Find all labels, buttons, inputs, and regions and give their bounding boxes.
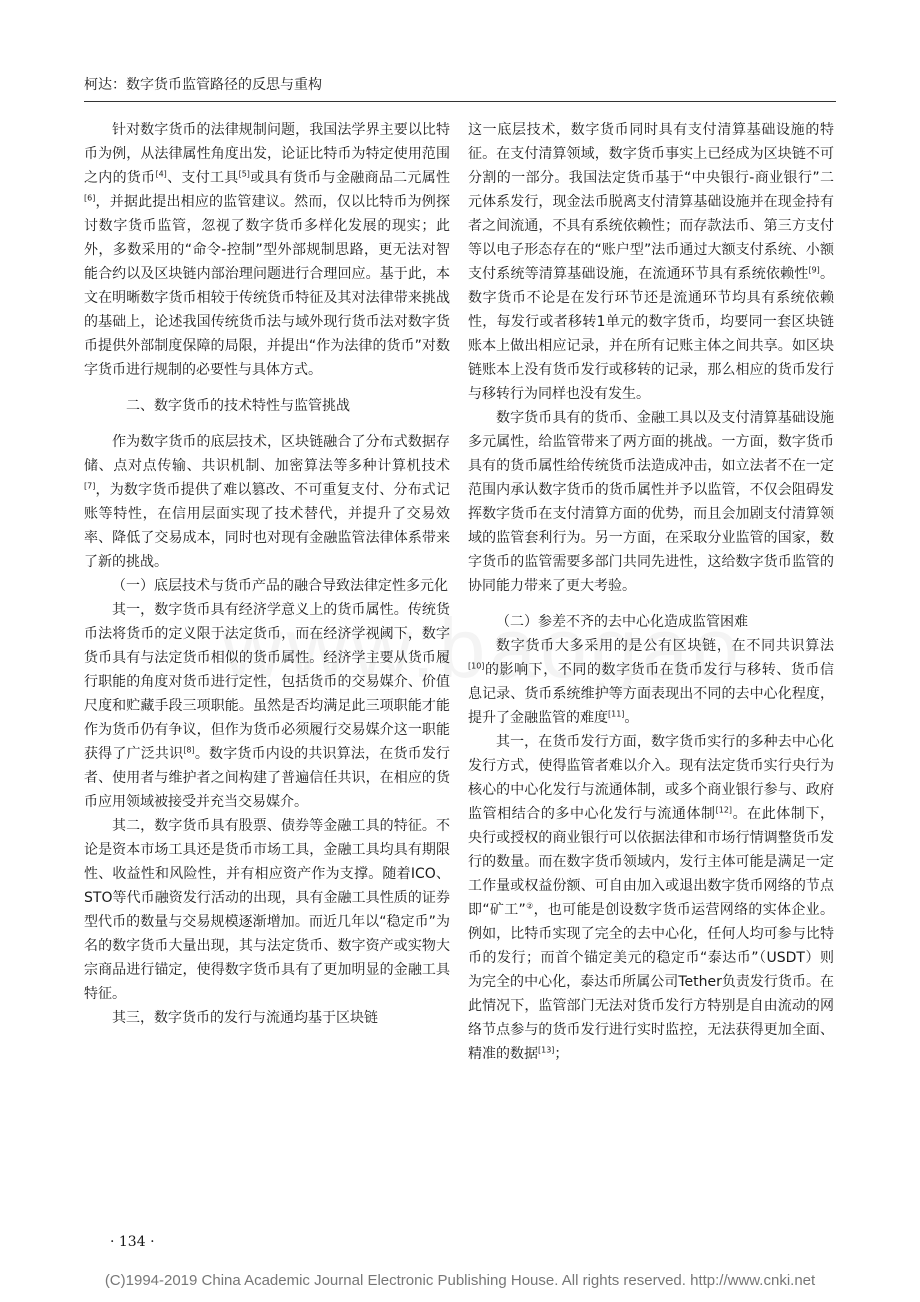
footnote-marker[interactable]: ② [525,901,534,911]
citation-ref[interactable]: [10] [468,661,485,671]
page-number: · 134 · [110,1234,155,1250]
running-header: 柯达：数字货币监管路径的反思与重构 [84,77,322,93]
header-rule [84,101,836,102]
paragraph: 数字货币具有的货币、金融工具以及支付清算基础设施多元属性，给监管带来了两方面的挑战。一方面，数字货币具有的货币属性给传统货币法造成冲击，如立法者不在一定范围内承认数字货币的货币属性并予以监管，不仅会阻碍发挥数字货币在支付清算方面的优势，而且会加剧支付清算领域的监管套利行为。另一方面，在采取分业监管的国家，数字货币的监管需要多部门共同先进性，这给数字货币监管的协同能力带来了更大考验。 [468,410,834,594]
paragraph: 其三，数字货币的发行与流通均基于区块链 [112,1010,378,1026]
citation-ref[interactable]: [7] [84,481,96,491]
paragraph: 针对数字货币的法律规制问题，我国法学界主要以比特币为例，从法律属性角度出发，论证比特币为特定使用范围之内的货币[4]、支付工具[5]或具有货币与金融商品二元属性[6]，并据此提出相应的监管建议。然而，仅以比特币为例探讨数字货币监管，忽视了数字货币多样化发展的现实；此外，多数采用的“命令-控制”型外部规制思路，更无法对智能合约以及区块链内部治理问题进行合理回应。基于此，本文在明晰数字货币相较于传统货币特征及其对法律带来挑战的基础上，论述我国传统货币法与域外现行货币法对数字货币提供外部制度保障的局限，并提出“作为法律的货币”对数字货币进行规制的必要性与具体方式。 [84,122,451,378]
subsection-heading: （二）参差不齐的去中心化造成监管困难 [496,614,748,630]
subsection-heading: （一）底层技术与货币产品的融合导致法律定性多元化 [112,578,448,594]
citation-ref[interactable]: [8] [183,745,195,755]
paragraph: 其一，数字货币具有经济学意义上的货币属性。传统货币法将货币的定义限于法定货币，而在经济学视阈下，数字货币具有与法定货币相似的货币属性。经济学主要从货币履行职能的角度对货币进行定性，包括货币的交易媒介、价值尺度和贮藏手段三项职能。虽然是否均满足此三项职能才能作为货币仍有争议，但作为货币必须履行交易媒介这一职能获得了广泛共识[8]。数字货币内设的共识算法，在货币发行者、使用者与维护者之间构建了普遍信任共识，在相应的货币应用领域被接受并充当交易媒介。 [84,602,451,810]
left-column [84,118,450,1030]
section-heading: 二、数字货币的技术特性与监管挑战 [126,398,350,414]
citation-ref[interactable]: [9] [808,265,820,275]
paragraph: 其一，在货币发行方面，数字货币实行的多种去中心化发行方式，使得监管者难以介入。现有法定货币实行央行为核心的中心化发行与流通体制，或多个商业银行参与、政府监管相结合的多中心化发行与流通体制[12]。在此体制下，央行或授权的商业银行可以依据法律和市场行情调整货币发行的数量。而在数字货币领域内，发行主体可能是满足一定工作量或权益份额、可自由加入或退出数字货币网络的节点即“矿工”②，也可能是创设数字货币运营网络的实体企业。例如，比特币实现了完全的去中心化，任何人均可参与比特币的发行；而首个锚定美元的稳定币“泰达币”（USDT）则为完全的中心化，泰达币所属公司Tether负责发行货币。在此情况下，监管部门无法对货币发行方特别是自由流动的网络节点参与的货币发行进行实时监控，无法获得更加全面、精准的数据[13]； [468,734,835,1062]
citation-ref[interactable]: [12] [715,805,733,815]
copyright-footer: (C)1994-2019 China Academic Journal Electronic Publishing House. All rights reserved. http://www.cnki.net [104,1272,816,1289]
paragraph: 作为数字货币的底层技术，区块链融合了分布式数据存储、点对点传输、共识机制、加密算法等多种计算机技术[7]，为数字货币提供了难以篡改、不可重复支付、分布式记账等特性，在信用层面实现了技术替代，并提升了交易效率、降低了交易成本，同时也对现有金融监管法律体系带来了新的挑战。 [84,434,450,570]
citation-ref[interactable]: [4] [155,169,167,179]
citation-ref[interactable]: [5] [238,169,250,179]
paragraph: 这一底层技术，数字货币同时具有支付清算基础设施的特征。在支付清算领域，数字货币事实上已经成为区块链不可分割的一部分。我国法定货币基于“中央银行-商业银行”二元体系发行，现金法币脱离支付清算基础设施并在现金持有者之间流通，不具有系统依赖性；而存款法币、第三方支付等以电子形态存在的“账户型”法币通过大额支付系统、小额支付系统等清算基础设施，在流通环节具有系统依赖性[9]。数字货币不论是在发行环节还是流通环节均具有系统依赖性，每发行或者移转1单元的数字货币，均要同一套区块链账本上做出相应记录，并在所有记账主体之间共享。如区块链账本上没有货币发行或移转的记录，那么相应的货币发行与移转行为同样也没有发生。 [468,122,834,402]
citation-ref[interactable]: [6] [84,193,96,203]
right-column [468,118,834,1066]
citation-ref[interactable]: [11] [608,709,625,719]
citation-ref[interactable]: [13] [538,1045,555,1055]
paragraph: 其二，数字货币具有股票、债券等金融工具的特征。不论是资本市场工具还是货币市场工具，金融工具均具有期限性、收益性和风险性，并有相应资产作为支撑。随着ICO、STO等代币融资发行活动的出现，具有金融工具性质的证券型代币的数量与交易规模逐渐增加。而近几年以“稳定币”为名的数字货币大量出现，其与法定货币、数字资产或实物大宗商品进行锚定，使得数字货币具有了更加明显的金融工具特征。 [84,818,450,1002]
paragraph: 数字货币大多采用的是公有区块链，在不同共识算法[10]的影响下，不同的数字货币在货币发行与移转、货币信息记录、货币系统维护等方面表现出不同的去中心化程度，提升了金融监管的难度[11]。 [468,638,834,726]
